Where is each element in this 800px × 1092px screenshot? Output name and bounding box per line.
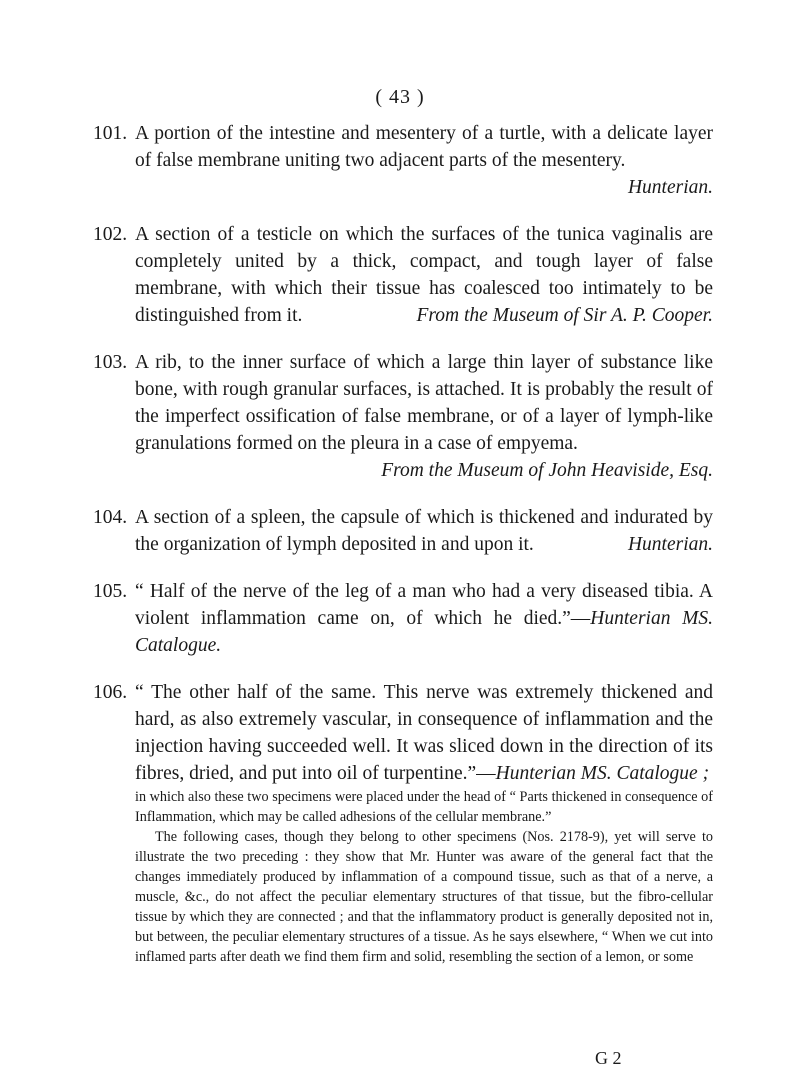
entry-number: 104. — [93, 507, 128, 528]
page-number: ( 43 ) — [375, 86, 425, 108]
catalogue-entry-102 — [93, 221, 713, 329]
entry-source: From the Museum of John Heaviside, Esq. — [381, 460, 713, 481]
catalogue-entry-106 — [93, 679, 713, 787]
entry-text: A portion of the intestine and mesentery of a turtle, with a delicate layer of false membrane uniting two adjacent parts of the mesentery. — [135, 123, 713, 171]
entry-source: Hunterian. — [627, 177, 713, 198]
entry-text: A rib, to the inner surface of which a large thin layer of substance like bone, with rough granular surfaces, is attached. It is probably the result of the imperfect ossification of false membrane, or of a layer of lymph-like granulations formed on the pleura in a case of empyema. — [135, 352, 713, 454]
entry-number: 102. — [93, 224, 128, 245]
signature-mark: G 2 — [595, 1048, 622, 1068]
entry-number: 103. — [93, 352, 128, 373]
entry-source: Hunterian. — [627, 534, 713, 555]
note-continuation: in which also these two specimens were placed under the head of “ Parts thickened in consequence of Inflammation, which may be called adhesions of the cellular membrane.” — [135, 789, 713, 825]
entry-number: 106. — [93, 682, 128, 703]
entry-text: “ The other half of the same. This nerve was extremely thickened and hard, as also extremely vascular, in consequence of inflammation and the injection having succeeded well. It was sliced down in the direction of its fibres, dried, and put into oil of turpentine.”— — [135, 682, 713, 784]
entry-source: Hunterian MS. Catalogue ; — [495, 763, 710, 784]
entry-number: 101. — [93, 123, 128, 144]
catalogue-entry-104 — [93, 504, 713, 558]
catalogue-entry-101 — [93, 120, 713, 201]
note-paragraph: The following cases, though they belong to other specimens (Nos. 2178-9), yet will serve to illustrate the two preceding : they show that Mr. Hunter was aware of the general fact that the changes immediately produced by inflammation of a compound tissue, such as that of a nerve, a muscle, &c., do not affect the peculiar elementary structures of that tissue, but the fibro-cellular tissue by which they are connected ; and that the inflammatory product is generally deposited not in, but between, the peculiar elementary structures of a tissue. As he says elsewhere, “ When we cut into inflamed parts after death we find them firm and solid, resembling the section of a lemon, or some — [135, 829, 713, 965]
catalogue-entry-103 — [93, 349, 713, 484]
entry-number: 105. — [93, 581, 128, 602]
catalogue-entries — [93, 120, 713, 967]
entry-source: From the Museum of Sir A. P. Cooper. — [416, 305, 713, 326]
entry-source: Hunterian MS. Catalogue. — [135, 608, 713, 656]
entry-text: A section of a spleen, the capsule of which is thickened and indurated by the organization of lymph deposited in and upon it. — [135, 507, 713, 555]
entry-text: “ Half of the nerve of the leg of a man who had a very diseased tibia. A violent inflammation came on, of which he died.”— — [135, 581, 713, 629]
entry-text: A section of a testicle on which the surfaces of the tunica vaginalis are completely united by a thick, compact, and tough layer of false membrane, with which their tissue has coalesced too intimately to be distinguished from it. — [135, 224, 713, 326]
catalogue-entry-105 — [93, 578, 713, 659]
